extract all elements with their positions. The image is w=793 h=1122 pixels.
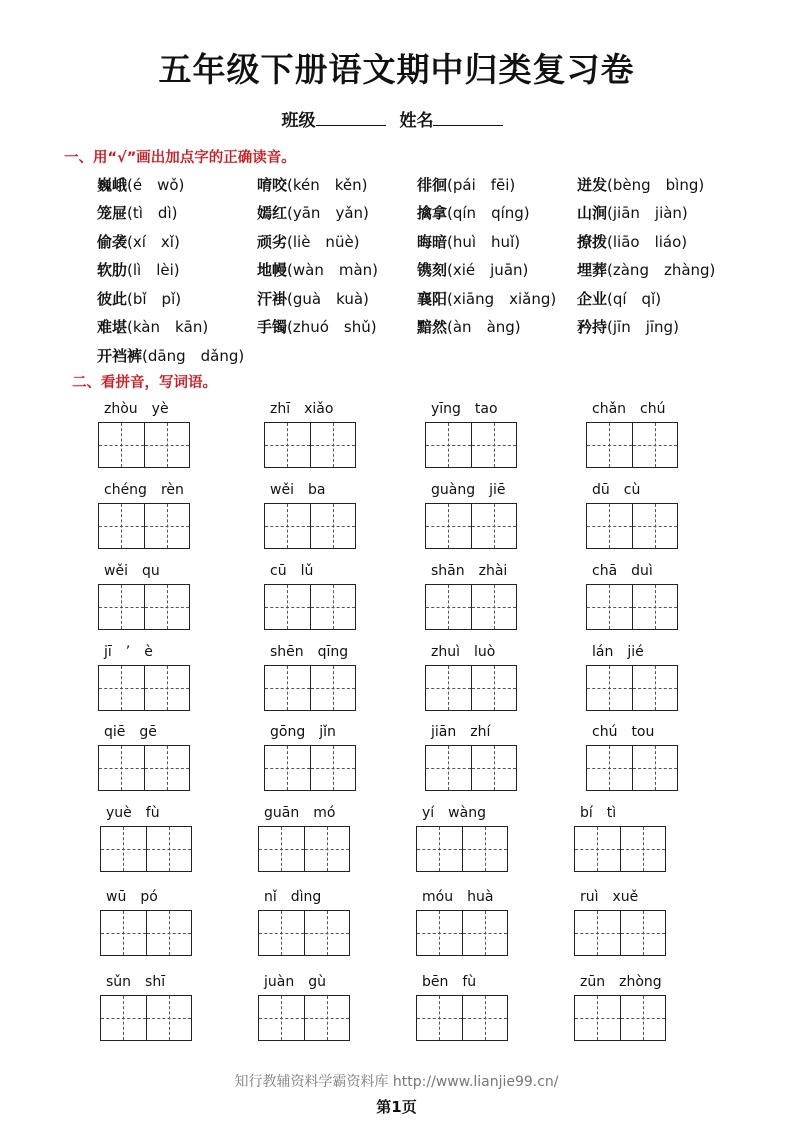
pinyin-options[interactable]: (yān yǎn) bbox=[287, 204, 369, 223]
guide-line-vertical bbox=[494, 504, 495, 548]
pronunciation-item[interactable] bbox=[97, 316, 257, 337]
word: 顽劣 bbox=[257, 232, 288, 251]
tianzige-cell[interactable] bbox=[265, 423, 310, 467]
guide-line-vertical bbox=[333, 585, 334, 629]
pronunciation-item[interactable] bbox=[97, 259, 257, 280]
pronunciation-row bbox=[97, 313, 737, 342]
guide-line-vertical bbox=[287, 423, 288, 467]
pinyin-options[interactable]: (bǐ pǐ) bbox=[127, 289, 182, 308]
tianzige-boxes[interactable] bbox=[98, 503, 190, 549]
guide-line-vertical bbox=[643, 911, 644, 955]
pinyin-options[interactable]: (tì dì) bbox=[127, 204, 178, 223]
guide-line-vertical bbox=[609, 746, 610, 790]
tianzige-cell[interactable] bbox=[144, 746, 190, 790]
guide-line-vertical bbox=[609, 504, 610, 548]
tianzige-boxes[interactable] bbox=[98, 665, 190, 711]
pronunciation-item[interactable] bbox=[417, 288, 577, 309]
name-label: 姓名 bbox=[399, 111, 434, 131]
pinyin-options[interactable]: (dāng dǎng) bbox=[142, 346, 245, 365]
tianzige-cell[interactable] bbox=[144, 666, 190, 710]
tianzige-cell[interactable] bbox=[101, 827, 146, 871]
tianzige-cell[interactable] bbox=[265, 585, 310, 629]
guide-line-vertical bbox=[121, 666, 122, 710]
pinyin-label: chǎn chú bbox=[592, 401, 666, 417]
guide-line-vertical bbox=[333, 423, 334, 467]
guide-line-vertical bbox=[643, 996, 644, 1040]
tianzige-boxes[interactable] bbox=[98, 745, 190, 791]
pinyin-label: zūn zhòng bbox=[580, 974, 662, 990]
guide-line-vertical bbox=[287, 746, 288, 790]
tianzige-boxes[interactable] bbox=[416, 910, 508, 956]
tianzige-boxes[interactable] bbox=[258, 910, 350, 956]
tianzige-cell[interactable] bbox=[426, 666, 471, 710]
pinyin-options[interactable]: (é wǒ) bbox=[127, 175, 185, 194]
tianzige-boxes[interactable] bbox=[98, 584, 190, 630]
tianzige-cell[interactable] bbox=[99, 666, 144, 710]
tianzige-cell[interactable] bbox=[101, 911, 146, 955]
pinyin-label: shēn qīng bbox=[270, 644, 349, 660]
pronunciation-item[interactable] bbox=[257, 174, 417, 195]
pronunciation-item[interactable] bbox=[97, 174, 257, 195]
pinyin-label: zhòu yè bbox=[104, 401, 169, 417]
pronunciation-item[interactable] bbox=[97, 345, 263, 366]
tianzige-cell[interactable] bbox=[144, 423, 190, 467]
word: 汗褂 bbox=[257, 289, 288, 308]
pinyin-options[interactable]: (zhuó shǔ) bbox=[287, 318, 377, 337]
pinyin-label: gōng jǐn bbox=[270, 724, 336, 740]
tianzige-cell[interactable] bbox=[620, 996, 666, 1040]
tianzige-cell[interactable] bbox=[99, 746, 144, 790]
tianzige-boxes[interactable] bbox=[586, 665, 678, 711]
guide-line-vertical bbox=[494, 585, 495, 629]
tianzige-boxes[interactable] bbox=[574, 995, 666, 1041]
pinyin-label: guàng jiē bbox=[431, 482, 506, 498]
guide-line-vertical bbox=[609, 585, 610, 629]
pinyin-label: chā duì bbox=[592, 563, 653, 579]
guide-line-vertical bbox=[287, 666, 288, 710]
pinyin-options[interactable]: (bèng bìng) bbox=[607, 175, 705, 194]
tianzige-cell[interactable] bbox=[471, 504, 517, 548]
word: 开裆裤 bbox=[97, 346, 143, 365]
tianzige-cell[interactable] bbox=[462, 996, 508, 1040]
tianzige-cell[interactable] bbox=[620, 911, 666, 955]
tianzige-cell[interactable] bbox=[471, 746, 517, 790]
tianzige-cell[interactable] bbox=[146, 827, 192, 871]
word: 笼屉 bbox=[97, 204, 128, 223]
pinyin-label: bí tì bbox=[580, 805, 617, 821]
name-blank[interactable] bbox=[433, 111, 503, 126]
pinyin-options[interactable]: (lì lèi) bbox=[127, 261, 180, 280]
pinyin-label: chéng rèn bbox=[104, 482, 184, 498]
tianzige-cell[interactable] bbox=[587, 746, 632, 790]
tianzige-cell[interactable] bbox=[265, 666, 310, 710]
guide-line-vertical bbox=[655, 666, 656, 710]
tianzige-cell[interactable] bbox=[462, 827, 508, 871]
guide-line-vertical bbox=[327, 996, 328, 1040]
tianzige-cell[interactable] bbox=[304, 827, 350, 871]
guide-line-vertical bbox=[167, 504, 168, 548]
pronunciation-row bbox=[97, 284, 737, 313]
guide-line-vertical bbox=[485, 911, 486, 955]
pinyin-options[interactable]: (pái fēi) bbox=[447, 175, 516, 194]
guide-line-vertical bbox=[448, 666, 449, 710]
pinyin-options[interactable]: (xié juān) bbox=[447, 261, 529, 280]
pinyin-options[interactable]: (jīn jīng) bbox=[607, 318, 679, 337]
tianzige-cell[interactable] bbox=[144, 585, 190, 629]
guide-line-vertical bbox=[287, 585, 288, 629]
tianzige-boxes[interactable] bbox=[258, 826, 350, 872]
word: 彼此 bbox=[97, 289, 128, 308]
tianzige-boxes[interactable] bbox=[425, 745, 517, 791]
word: 山涧 bbox=[577, 204, 608, 223]
pronunciation-item[interactable] bbox=[577, 174, 737, 195]
tianzige-cell[interactable] bbox=[259, 996, 304, 1040]
tianzige-cell[interactable] bbox=[575, 996, 620, 1040]
pinyin-label: lán jié bbox=[592, 644, 644, 660]
pronunciation-item[interactable] bbox=[417, 259, 577, 280]
class-label: 班级 bbox=[281, 111, 316, 131]
tianzige-cell[interactable] bbox=[417, 827, 462, 871]
tianzige-cell[interactable] bbox=[144, 504, 190, 548]
tianzige-cell[interactable] bbox=[265, 746, 310, 790]
tianzige-boxes[interactable] bbox=[586, 745, 678, 791]
pinyin-label: yí wàng bbox=[422, 805, 486, 821]
pinyin-label: wěi qu bbox=[104, 563, 160, 579]
tianzige-cell[interactable] bbox=[575, 827, 620, 871]
pinyin-label: zhuì luò bbox=[431, 644, 496, 660]
tianzige-cell[interactable] bbox=[462, 911, 508, 955]
tianzige-boxes[interactable] bbox=[425, 584, 517, 630]
guide-line-vertical bbox=[494, 423, 495, 467]
guide-line-vertical bbox=[439, 827, 440, 871]
pronunciation-row bbox=[97, 256, 737, 285]
pinyin-label: wū pó bbox=[106, 889, 158, 905]
guide-line-vertical bbox=[167, 585, 168, 629]
pronunciation-item[interactable] bbox=[257, 259, 417, 280]
guide-line-vertical bbox=[167, 423, 168, 467]
tianzige-boxes[interactable] bbox=[264, 584, 356, 630]
pronunciation-grid bbox=[97, 170, 737, 370]
guide-line-vertical bbox=[281, 996, 282, 1040]
guide-line-vertical bbox=[121, 746, 122, 790]
tianzige-cell[interactable] bbox=[99, 504, 144, 548]
word: 迸发 bbox=[577, 175, 608, 194]
guide-line-vertical bbox=[167, 666, 168, 710]
guide-line-vertical bbox=[169, 911, 170, 955]
guide-line-vertical bbox=[287, 504, 288, 548]
tianzige-cell[interactable] bbox=[587, 666, 632, 710]
guide-line-vertical bbox=[609, 666, 610, 710]
pinyin-label: zhī xiǎo bbox=[270, 401, 334, 417]
tianzige-cell[interactable] bbox=[632, 746, 678, 790]
pinyin-label: shān zhài bbox=[431, 563, 508, 579]
guide-line-vertical bbox=[121, 504, 122, 548]
student-info bbox=[0, 106, 793, 131]
guide-line-vertical bbox=[333, 666, 334, 710]
guide-line-vertical bbox=[123, 827, 124, 871]
word: 埋葬 bbox=[577, 261, 608, 280]
tianzige-cell[interactable] bbox=[632, 423, 678, 467]
tianzige-boxes[interactable] bbox=[425, 422, 517, 468]
page-number: 第1页 bbox=[376, 1098, 417, 1116]
tianzige-cell[interactable] bbox=[259, 911, 304, 955]
pinyin-options[interactable]: (huì huǐ) bbox=[447, 232, 521, 251]
tianzige-cell[interactable] bbox=[265, 504, 310, 548]
guide-line-vertical bbox=[597, 827, 598, 871]
guide-line-vertical bbox=[121, 585, 122, 629]
tianzige-cell[interactable] bbox=[99, 585, 144, 629]
tianzige-boxes[interactable] bbox=[574, 826, 666, 872]
tianzige-cell[interactable] bbox=[417, 996, 462, 1040]
pinyin-label: sǔn shī bbox=[106, 974, 166, 990]
tianzige-cell[interactable] bbox=[101, 996, 146, 1040]
pinyin-label: yīng tao bbox=[431, 401, 498, 417]
pronunciation-item[interactable] bbox=[257, 202, 417, 223]
word: 企业 bbox=[577, 289, 608, 308]
pronunciation-item[interactable] bbox=[97, 288, 257, 309]
pinyin-label: jī ’ è bbox=[104, 644, 153, 660]
tianzige-cell[interactable] bbox=[632, 504, 678, 548]
pinyin-label: dū cù bbox=[592, 482, 641, 498]
guide-line-vertical bbox=[597, 911, 598, 955]
pronunciation-item[interactable] bbox=[257, 231, 417, 252]
pinyin-options[interactable]: (qín qíng) bbox=[447, 204, 530, 223]
word: 矜持 bbox=[577, 318, 608, 337]
tianzige-cell[interactable] bbox=[310, 423, 356, 467]
tianzige-boxes[interactable] bbox=[258, 995, 350, 1041]
guide-line-vertical bbox=[448, 423, 449, 467]
guide-line-vertical bbox=[448, 746, 449, 790]
tianzige-boxes[interactable] bbox=[586, 584, 678, 630]
pronunciation-item[interactable] bbox=[577, 202, 737, 223]
guide-line-vertical bbox=[643, 827, 644, 871]
guide-line-vertical bbox=[327, 911, 328, 955]
word: 黯然 bbox=[417, 318, 448, 337]
pinyin-options[interactable]: (zàng zhàng) bbox=[607, 261, 716, 280]
tianzige-cell[interactable] bbox=[426, 585, 471, 629]
pinyin-label: ruì xuě bbox=[580, 889, 639, 905]
pinyin-label: juàn gù bbox=[264, 974, 326, 990]
guide-line-vertical bbox=[167, 746, 168, 790]
pinyin-options[interactable]: (kén kěn) bbox=[287, 175, 368, 194]
pinyin-label: wěi ba bbox=[270, 482, 326, 498]
pronunciation-item[interactable] bbox=[417, 316, 577, 337]
tianzige-cell[interactable] bbox=[310, 666, 356, 710]
pronunciation-item[interactable] bbox=[97, 231, 257, 252]
word: 嫣红 bbox=[257, 204, 288, 223]
word: 手镯 bbox=[257, 318, 288, 337]
guide-line-vertical bbox=[448, 585, 449, 629]
section2-heading: 二、看拼音，写词语。 bbox=[72, 375, 217, 391]
guide-line-vertical bbox=[123, 911, 124, 955]
guide-line-vertical bbox=[333, 504, 334, 548]
tianzige-cell[interactable] bbox=[99, 423, 144, 467]
tianzige-boxes[interactable] bbox=[416, 995, 508, 1041]
pinyin-label: jiān zhí bbox=[431, 724, 491, 740]
guide-line-vertical bbox=[597, 996, 598, 1040]
tianzige-cell[interactable] bbox=[471, 585, 517, 629]
pinyin-options[interactable]: (àn àng) bbox=[447, 318, 521, 337]
tianzige-cell[interactable] bbox=[471, 423, 517, 467]
pronunciation-item[interactable] bbox=[577, 316, 737, 337]
tianzige-cell[interactable] bbox=[426, 423, 471, 467]
guide-line-vertical bbox=[494, 746, 495, 790]
guide-line-vertical bbox=[169, 827, 170, 871]
guide-line-vertical bbox=[281, 911, 282, 955]
pronunciation-item[interactable] bbox=[417, 202, 577, 223]
tianzige-boxes[interactable] bbox=[574, 910, 666, 956]
pinyin-options[interactable]: (liāo liáo) bbox=[607, 232, 688, 251]
guide-line-vertical bbox=[485, 996, 486, 1040]
guide-line-vertical bbox=[655, 585, 656, 629]
pronunciation-row bbox=[97, 341, 737, 370]
pinyin-options[interactable]: (guà kuà) bbox=[287, 289, 369, 308]
guide-line-vertical bbox=[327, 827, 328, 871]
word: 巍峨 bbox=[97, 175, 128, 194]
guide-line-vertical bbox=[485, 827, 486, 871]
word: 偷袭 bbox=[97, 232, 128, 251]
pinyin-options[interactable]: (liè nüè) bbox=[287, 232, 360, 251]
tianzige-cell[interactable] bbox=[471, 666, 517, 710]
tianzige-boxes[interactable] bbox=[586, 503, 678, 549]
guide-line-vertical bbox=[333, 746, 334, 790]
pinyin-label: cū lǔ bbox=[270, 563, 314, 579]
tianzige-cell[interactable] bbox=[259, 827, 304, 871]
tianzige-boxes[interactable] bbox=[100, 910, 192, 956]
tianzige-cell[interactable] bbox=[426, 504, 471, 548]
tianzige-cell[interactable] bbox=[587, 585, 632, 629]
word: 镌刻 bbox=[417, 261, 448, 280]
tianzige-cell[interactable] bbox=[146, 911, 192, 955]
guide-line-vertical bbox=[121, 423, 122, 467]
tianzige-boxes[interactable] bbox=[425, 503, 517, 549]
guide-line-vertical bbox=[494, 666, 495, 710]
tianzige-cell[interactable] bbox=[426, 746, 471, 790]
pronunciation-item[interactable] bbox=[417, 231, 577, 252]
pronunciation-item[interactable] bbox=[257, 288, 417, 309]
tianzige-boxes[interactable] bbox=[100, 995, 192, 1041]
pinyin-options[interactable]: (wàn màn) bbox=[287, 261, 378, 280]
pronunciation-row bbox=[97, 170, 737, 199]
tianzige-boxes[interactable] bbox=[98, 422, 190, 468]
tianzige-cell[interactable] bbox=[417, 911, 462, 955]
guide-line-vertical bbox=[655, 746, 656, 790]
pronunciation-item[interactable] bbox=[577, 259, 737, 280]
tianzige-cell[interactable] bbox=[304, 911, 350, 955]
pronunciation-row bbox=[97, 227, 737, 256]
tianzige-cell[interactable] bbox=[587, 423, 632, 467]
word: 地幔 bbox=[257, 261, 288, 280]
word: 襄阳 bbox=[417, 289, 448, 308]
tianzige-boxes[interactable] bbox=[264, 665, 356, 711]
section1-heading: 一、用“√”画出加点字的正确读音。 bbox=[64, 150, 296, 166]
guide-line-vertical bbox=[609, 423, 610, 467]
tianzige-cell[interactable] bbox=[146, 996, 192, 1040]
word: 晦暗 bbox=[417, 232, 448, 251]
tianzige-cell[interactable] bbox=[310, 504, 356, 548]
tianzige-cell[interactable] bbox=[304, 996, 350, 1040]
guide-line-vertical bbox=[281, 827, 282, 871]
pronunciation-item[interactable] bbox=[417, 174, 577, 195]
pronunciation-row bbox=[97, 199, 737, 228]
pinyin-options[interactable]: (xiāng xiǎng) bbox=[447, 289, 557, 308]
word: 难堪 bbox=[97, 318, 128, 337]
guide-line-vertical bbox=[439, 996, 440, 1040]
tianzige-boxes[interactable] bbox=[100, 826, 192, 872]
tianzige-boxes[interactable] bbox=[264, 503, 356, 549]
tianzige-boxes[interactable] bbox=[416, 826, 508, 872]
pinyin-label: móu huà bbox=[422, 889, 494, 905]
word: 擒拿 bbox=[417, 204, 448, 223]
pronunciation-item[interactable] bbox=[577, 231, 737, 252]
tianzige-cell[interactable] bbox=[587, 504, 632, 548]
guide-line-vertical bbox=[448, 504, 449, 548]
pinyin-label: guān mó bbox=[264, 805, 336, 821]
word: 撩拨 bbox=[577, 232, 608, 251]
pinyin-label: bēn fù bbox=[422, 974, 477, 990]
tianzige-boxes[interactable] bbox=[586, 422, 678, 468]
pinyin-options[interactable]: (jiān jiàn) bbox=[607, 204, 688, 223]
pronunciation-item[interactable] bbox=[577, 288, 737, 309]
guide-line-vertical bbox=[169, 996, 170, 1040]
pinyin-options[interactable]: (qí qǐ) bbox=[607, 289, 662, 308]
tianzige-boxes[interactable] bbox=[425, 665, 517, 711]
pinyin-label: yuè fù bbox=[106, 805, 160, 821]
word: 软肋 bbox=[97, 261, 128, 280]
guide-line-vertical bbox=[655, 423, 656, 467]
guide-line-vertical bbox=[123, 996, 124, 1040]
tianzige-cell[interactable] bbox=[632, 666, 678, 710]
pinyin-label: nǐ dìng bbox=[264, 889, 322, 905]
tianzige-cell[interactable] bbox=[620, 827, 666, 871]
guide-line-vertical bbox=[655, 504, 656, 548]
pinyin-label: chú tou bbox=[592, 724, 655, 740]
tianzige-cell[interactable] bbox=[310, 585, 356, 629]
class-blank[interactable] bbox=[316, 111, 386, 126]
pronunciation-item[interactable] bbox=[97, 202, 257, 223]
pronunciation-item[interactable] bbox=[257, 316, 417, 337]
word: 徘徊 bbox=[417, 175, 448, 194]
guide-line-vertical bbox=[439, 911, 440, 955]
tianzige-cell[interactable] bbox=[632, 585, 678, 629]
page-title: 五年级下册语文期中归类复习卷 bbox=[158, 50, 635, 89]
tianzige-cell[interactable] bbox=[575, 911, 620, 955]
pinyin-options[interactable]: (xí xǐ) bbox=[127, 232, 180, 251]
pinyin-options[interactable]: (kàn kān) bbox=[127, 318, 209, 337]
tianzige-boxes[interactable] bbox=[264, 422, 356, 468]
tianzige-boxes[interactable] bbox=[264, 745, 356, 791]
tianzige-cell[interactable] bbox=[310, 746, 356, 790]
word: 唷咬 bbox=[257, 175, 288, 194]
pinyin-label: qiē gē bbox=[104, 724, 157, 740]
footer-text: 知行教辅资料学霸资料库 http://www.lianjie99.cn/ bbox=[234, 1074, 559, 1090]
